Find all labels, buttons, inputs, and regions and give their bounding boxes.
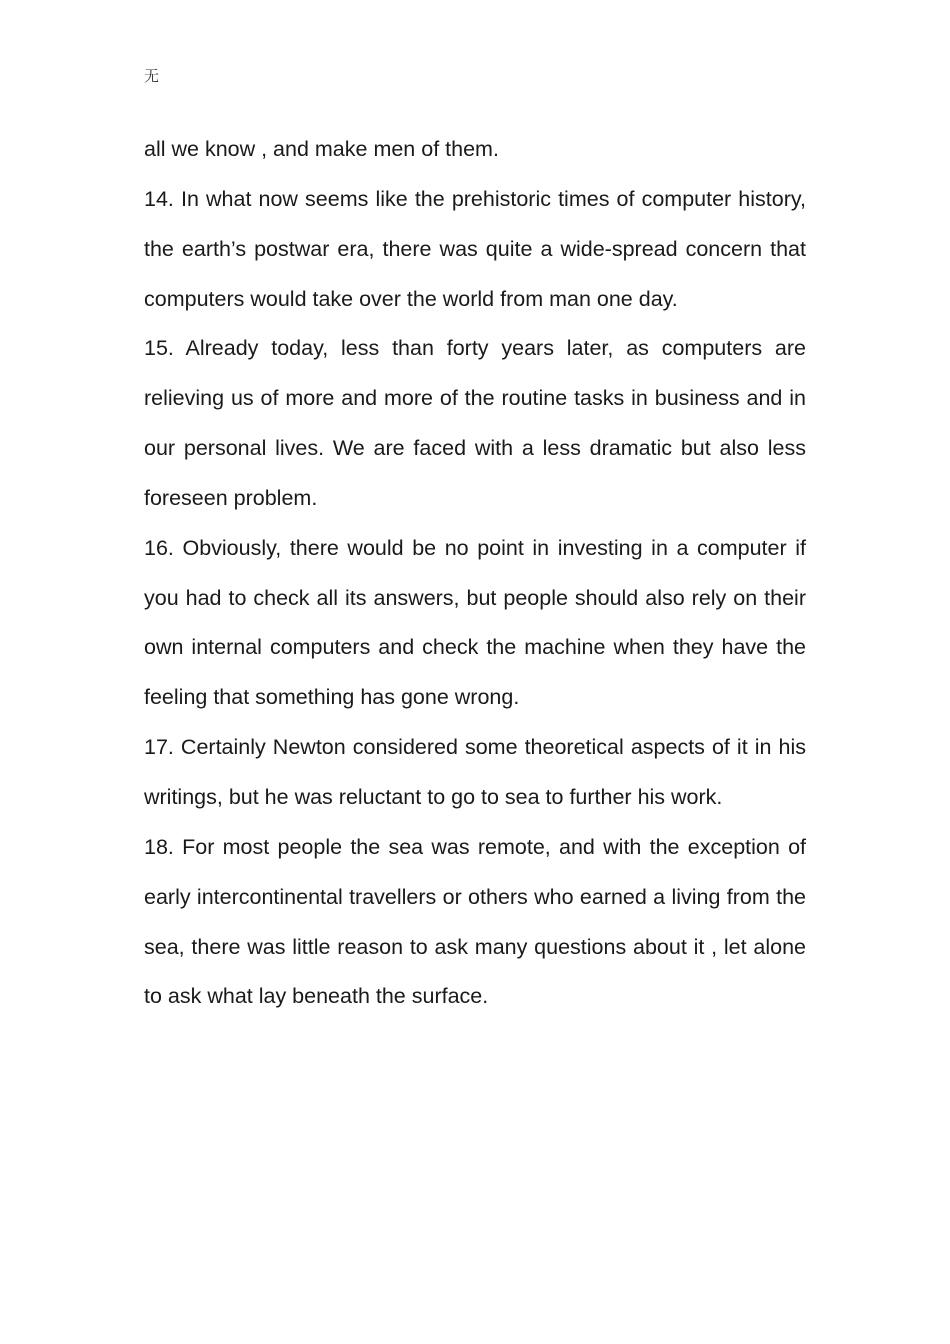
paragraph-14: 14. In what now seems like the prehistoric times of computer history, the earth’s postwar era, there was quite a wide-spread concern that computers would take over the world from man one day. (144, 186, 806, 311)
paragraph-17: 17. Certainly Newton considered some theoretical aspects of it in his writings, but he was reluctant to go to sea to further his work. (144, 735, 806, 809)
header-mark: 无 (144, 67, 160, 85)
paragraph-continuation: all we know , and make men of them. (144, 137, 499, 161)
paragraph-15: 15. Already today, less than forty years later, as computers are relieving us of more and more of the routine tasks in business and in our personal lives. We are faced with a less dramatic but also less foreseen problem. (144, 336, 806, 510)
document-body (144, 125, 806, 1022)
paragraph-18: 18. For most people the sea was remote, and with the exception of early intercontinental travellers or others who earned a living from the sea, there was little reason to ask many questions about it , let alone to ask what lay beneath the surface. (144, 834, 806, 1009)
paragraph-16: 16. Obviously, there would be no point in investing in a computer if you had to check all its answers, but people should also rely on their own internal computers and check the machine when they have the feeling that something has gone wrong. (144, 535, 806, 710)
